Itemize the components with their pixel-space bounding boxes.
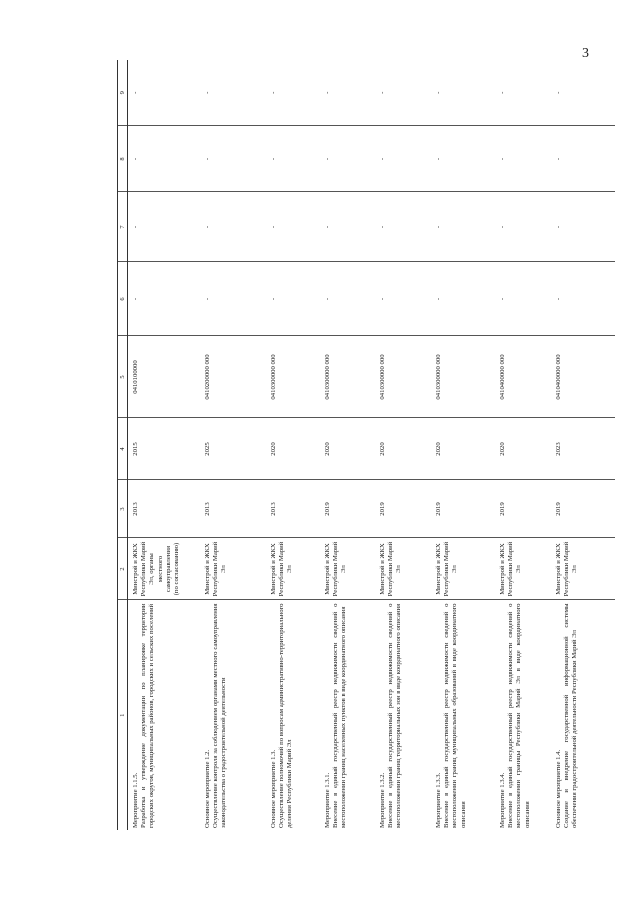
cell-6: - (431, 262, 495, 336)
cell-9: - (266, 60, 320, 126)
cell-9: - (495, 60, 551, 126)
table-row (200, 60, 266, 830)
column-header-9: 9 (118, 60, 128, 126)
end-year: 2015 (128, 418, 201, 480)
cell-8: - (128, 126, 201, 192)
activity-description: Мероприятие 1.3.1. Внесение в единый государственный реестр недвижимости сведений о местоположении границ населенных пунктов в виде координатного описания (324, 603, 348, 828)
column-header-2: 2 (118, 538, 128, 600)
column-header-5: 5 (118, 336, 128, 418)
activity-description: Основное мероприятие 1.3. Осуществление полномочий по вопросам административно-территориального деления Республики Марий Эл (270, 603, 294, 828)
cell-8: - (551, 126, 615, 192)
table-row (431, 60, 495, 830)
table-row (495, 60, 551, 830)
responsible-executor: Минстрой и ЖКХ Республики Марий Эл (431, 538, 495, 600)
cell-9: - (431, 60, 495, 126)
end-year: 2020 (266, 418, 320, 480)
cell-9: - (551, 60, 615, 126)
budget-code: 0410400000 000 (495, 336, 551, 418)
cell-6: - (320, 262, 375, 336)
responsible-executor: Минстрой и ЖКХ Республики Марий Эл (200, 538, 266, 600)
cell-7: - (128, 192, 201, 262)
start-year: 2013 (200, 480, 266, 538)
column-header-8: 8 (118, 126, 128, 192)
cell-7: - (200, 192, 266, 262)
activity-description: Мероприятие 1.1.5. Разработка и утверждение документации по планировке территории городских округов, муниципальных районов, городских и сельских поселений (132, 603, 156, 828)
column-header-4: 4 (118, 418, 128, 480)
responsible-executor: Минстрой и ЖКХ Республики Марий Эл (320, 538, 375, 600)
start-year: 2019 (551, 480, 615, 538)
cell-7: - (320, 192, 375, 262)
activity-description: Мероприятие 1.3.4. Внесение в единый государственный реестр недвижимости сведений о местоположении границы Республики Марий Эл в виде координатного описания (499, 603, 531, 828)
budget-code: 0410300000 000 (320, 336, 375, 418)
end-year: 2020 (431, 418, 495, 480)
table-row (320, 60, 375, 830)
start-year: 2019 (375, 480, 431, 538)
column-header-1: 1 (118, 600, 128, 830)
cell-7: - (495, 192, 551, 262)
end-year: 2020 (320, 418, 375, 480)
responsible-executor: Минстрой и ЖКХ Республики Марий Эл (375, 538, 431, 600)
cell-6: - (495, 262, 551, 336)
cell-7: - (375, 192, 431, 262)
table-row (128, 60, 201, 830)
cell-9: - (128, 60, 201, 126)
cell-8: - (266, 126, 320, 192)
header-row (118, 60, 128, 830)
column-header-3: 3 (118, 480, 128, 538)
end-year: 2020 (375, 418, 431, 480)
responsible-executor: Минстрой и ЖКХ Республики Марий Эл, органы местного самоуправления (по согласованию) (128, 538, 201, 600)
cell-7: - (431, 192, 495, 262)
cell-8: - (200, 126, 266, 192)
responsible-executor: Минстрой и ЖКХ Республики Марий Эл (495, 538, 551, 600)
cell-7: - (551, 192, 615, 262)
cell-6: - (128, 262, 201, 336)
cell-9: - (375, 60, 431, 126)
start-year: 2013 (128, 480, 201, 538)
column-header-6: 6 (118, 262, 128, 336)
cell-6: - (266, 262, 320, 336)
activity-description: Основное мероприятие 1.4. Создание и внедрение государственной информационной системы обеспечения градостроительной деятельности Республики Марий Эл (555, 603, 579, 828)
responsible-executor: Минстрой и ЖКХ Республики Марий Эл (551, 538, 615, 600)
table-row (266, 60, 320, 830)
cell-8: - (320, 126, 375, 192)
table-row (551, 60, 615, 830)
page-number: 3 (582, 46, 589, 61)
cell-8: - (495, 126, 551, 192)
cell-7: - (266, 192, 320, 262)
cell-8: - (431, 126, 495, 192)
end-year: 2025 (200, 418, 266, 480)
cell-6: - (551, 262, 615, 336)
cell-9: - (200, 60, 266, 126)
budget-code: 0410300000 000 (431, 336, 495, 418)
budget-code: 0410400000 000 (551, 336, 615, 418)
program-table (117, 60, 597, 830)
cell-6: - (200, 262, 266, 336)
budget-code: 0410100000 (128, 336, 201, 418)
budget-code: 0410200000 000 (200, 336, 266, 418)
cell-8: - (375, 126, 431, 192)
start-year: 2019 (431, 480, 495, 538)
budget-code: 0410300000 000 (266, 336, 320, 418)
end-year: 2020 (495, 418, 551, 480)
start-year: 2019 (495, 480, 551, 538)
cell-6: - (375, 262, 431, 336)
start-year: 2019 (320, 480, 375, 538)
activity-description: Мероприятие 1.3.3. Внесение в единый государственный реестр недвижимости сведений о местоположении границ муниципальных образований в виде координатного описания (435, 603, 467, 828)
budget-code: 0410300000 000 (375, 336, 431, 418)
end-year: 2023 (551, 418, 615, 480)
table-row (375, 60, 431, 830)
activity-description: Основное мероприятие 1.2. Осуществление контроля за соблюдением органами местного самоуправления законодательства о градостроительной деятельности (204, 603, 228, 828)
cell-9: - (320, 60, 375, 126)
column-header-7: 7 (118, 192, 128, 262)
activity-description: Мероприятие 1.3.2. Внесение в единый государственный реестр недвижимости сведений о местоположении границ территориальных зон в виде координатного описания (379, 603, 403, 828)
start-year: 2013 (266, 480, 320, 538)
responsible-executor: Минстрой и ЖКХ Республики Марий Эл (266, 538, 320, 600)
